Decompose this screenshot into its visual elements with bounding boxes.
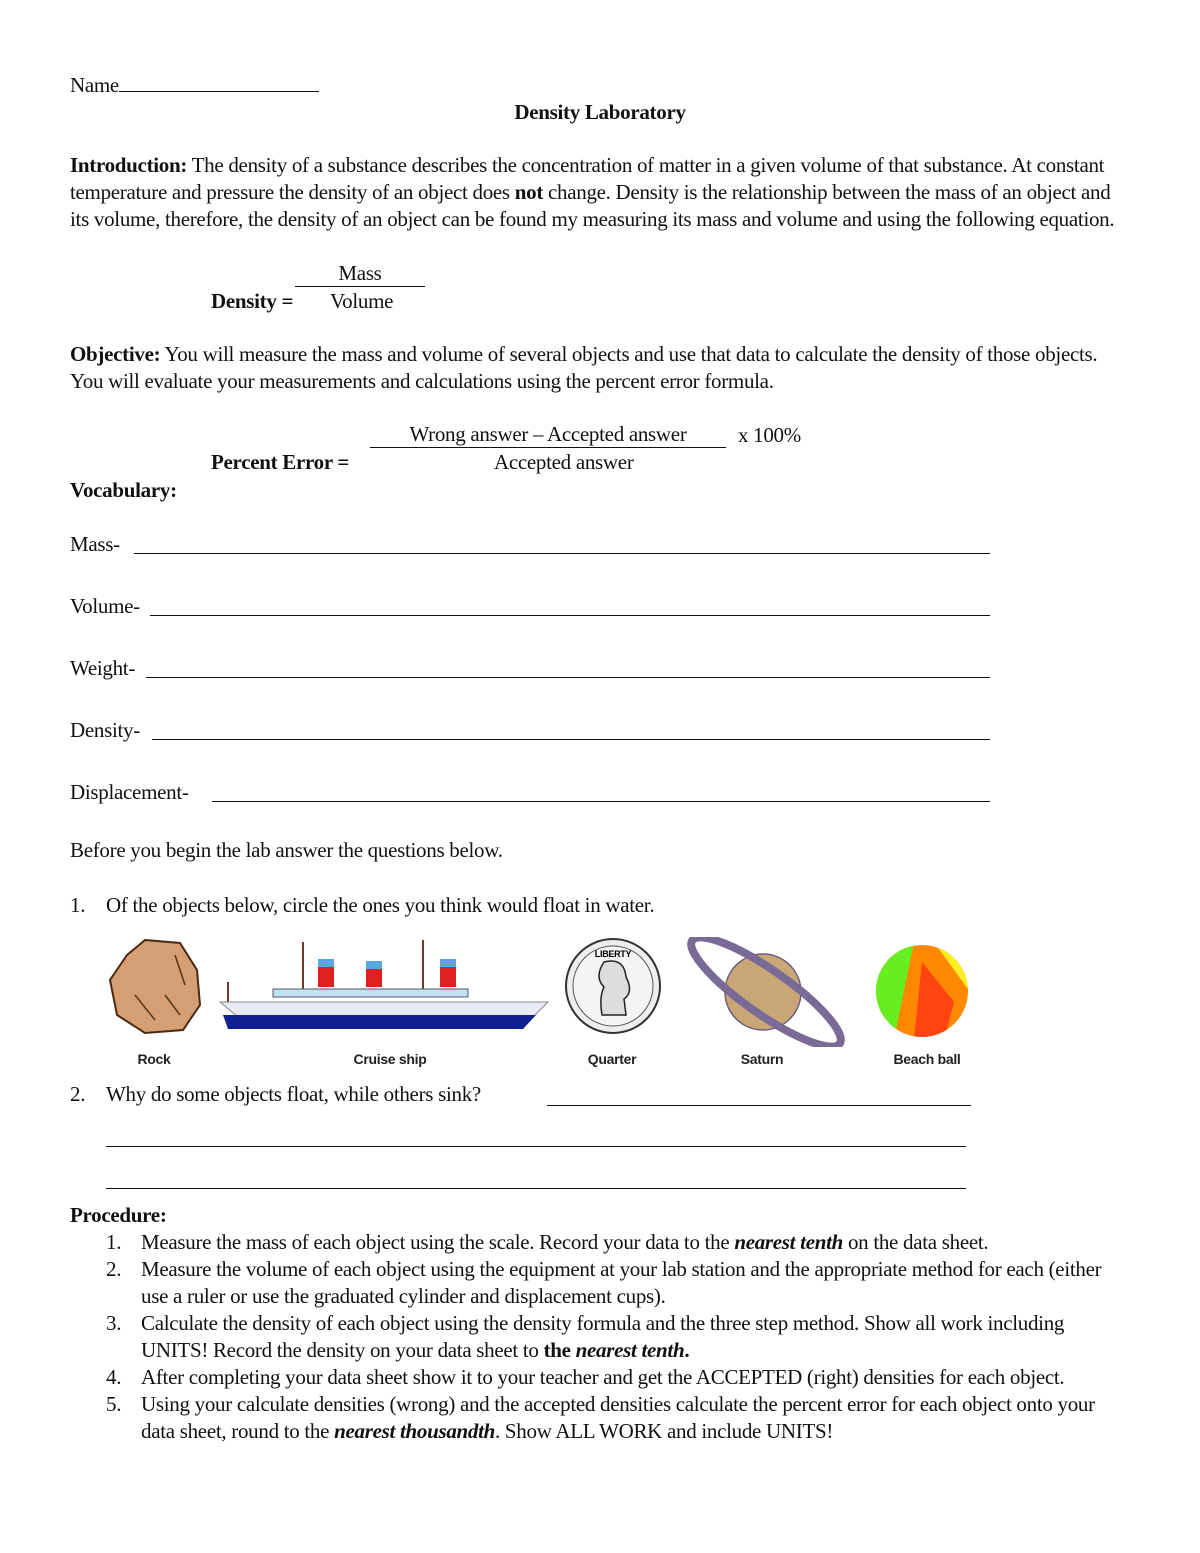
step-text-end: . Show ALL WORK and include UNITS! [495, 1419, 834, 1443]
procedure-step [70, 1364, 1130, 1391]
name-blank[interactable] [119, 73, 319, 92]
name-label: Name [70, 73, 119, 97]
cruise-ship-image[interactable] [218, 937, 554, 1033]
vocab-term-density: Density- [70, 718, 140, 742]
step-number: 4. [106, 1365, 122, 1389]
step-emphasis: nearest thousandth [334, 1419, 496, 1443]
procedure-list [70, 1229, 1130, 1445]
question-2-answer-line-1[interactable] [547, 1105, 971, 1106]
name-field[interactable] [70, 72, 319, 99]
step-text-end: . [684, 1338, 690, 1362]
question-2-number: 2. [70, 1082, 86, 1106]
objective-text: You will measure the mass and volume of several objects and use that data to calculate the density of those objects. You will evaluate your measurements and calculations using the percent error formula. [70, 342, 1098, 393]
vocab-term-volume: Volume- [70, 594, 140, 618]
cruise-ship-label: Cruise ship [353, 1051, 427, 1067]
density-denominator: Volume [330, 289, 394, 313]
rock-image[interactable] [105, 935, 205, 1035]
percent-error-numerator: Wrong answer – Accepted answer [370, 422, 726, 448]
vocab-answer-line-displacement[interactable] [212, 801, 990, 802]
vocab-answer-line-volume[interactable] [150, 615, 990, 616]
step-text-end: on the data sheet. [843, 1230, 989, 1254]
beach-ball-image[interactable] [874, 942, 970, 1040]
vocabulary-heading: Vocabulary: [70, 478, 177, 502]
step-text: Measure the volume of each object using the equipment at your lab station and the appropriate method for each (either use a ruler or use the graduated cylinder and displacement cups). [141, 1257, 1102, 1308]
objective-paragraph [70, 341, 1130, 395]
step-text: Calculate the density of each object using the density formula and the three step method. Show all work including UNITS! Record the density on your data sheet to [141, 1311, 1065, 1362]
intro-bold: not [514, 180, 544, 204]
percent-error-label: Percent Error = [211, 450, 350, 474]
introduction-label: Introduction: [70, 153, 188, 177]
density-numerator: Mass [295, 261, 425, 287]
intro-text: The density of a substance describes the concentration of matter in a given volume of that substance. At constant temperature and pressure the density of an object does [70, 153, 1105, 204]
step-number: 2. [106, 1257, 122, 1281]
step-emphasis: nearest tenth [575, 1338, 685, 1362]
question-1-number: 1. [70, 893, 86, 917]
question-2-answer-line-3[interactable] [106, 1188, 966, 1189]
step-bold: the [543, 1338, 576, 1362]
quarter-label: Quarter [587, 1051, 637, 1067]
step-emphasis: nearest tenth [734, 1230, 844, 1254]
saturn-image[interactable] [686, 937, 848, 1047]
saturn-label: Saturn [740, 1051, 784, 1067]
procedure-step [70, 1229, 1130, 1256]
vocab-term-mass: Mass- [70, 532, 120, 556]
procedure-step [70, 1391, 1130, 1445]
percent-error-multiplier: x 100% [738, 423, 801, 447]
step-number: 5. [106, 1392, 122, 1416]
intro-text-2: change. Density is the relationship between the mass of an object and its volume, therefore, the density of an object can be found my measuring its mass and volume and using the following equation. [70, 180, 1115, 231]
vocab-term-displacement: Displacement- [70, 780, 189, 804]
step-number: 1. [106, 1230, 122, 1254]
beach-ball-label: Beach ball [893, 1051, 961, 1067]
introduction-paragraph [70, 152, 1115, 233]
procedure-step [70, 1310, 1130, 1364]
question-2-answer-line-2[interactable] [106, 1146, 966, 1147]
objective-label: Objective: [70, 342, 161, 366]
step-text: Measure the mass of each object using the scale. Record your data to the [141, 1230, 735, 1254]
quarter-liberty-text: LIBERTY [594, 949, 632, 959]
quarter-image[interactable] [564, 937, 662, 1035]
vocab-answer-line-mass[interactable] [134, 553, 990, 554]
density-formula-label: Density = [211, 289, 294, 313]
vocab-answer-line-weight[interactable] [146, 677, 990, 678]
procedure-step [70, 1256, 1130, 1310]
vocab-term-weight: Weight- [70, 656, 136, 680]
percent-error-denominator: Accepted answer [494, 450, 634, 474]
questions-intro: Before you begin the lab answer the questions below. [70, 838, 503, 862]
step-number: 3. [106, 1311, 122, 1335]
rock-label: Rock [137, 1051, 171, 1067]
page-title: Density Laboratory [514, 100, 686, 124]
question-2-text: Why do some objects float, while others sink? [106, 1082, 481, 1106]
question-1-text: Of the objects below, circle the ones you think would float in water. [106, 893, 655, 917]
step-text: Using your calculate densities (wrong) and the accepted densities calculate the percent error for each object onto your data sheet, round to the [141, 1392, 1095, 1443]
step-text: After completing your data sheet show it to your teacher and get the ACCEPTED (right) densities for each object. [141, 1365, 1065, 1389]
procedure-heading: Procedure: [70, 1203, 167, 1227]
vocab-answer-line-density[interactable] [152, 739, 990, 740]
